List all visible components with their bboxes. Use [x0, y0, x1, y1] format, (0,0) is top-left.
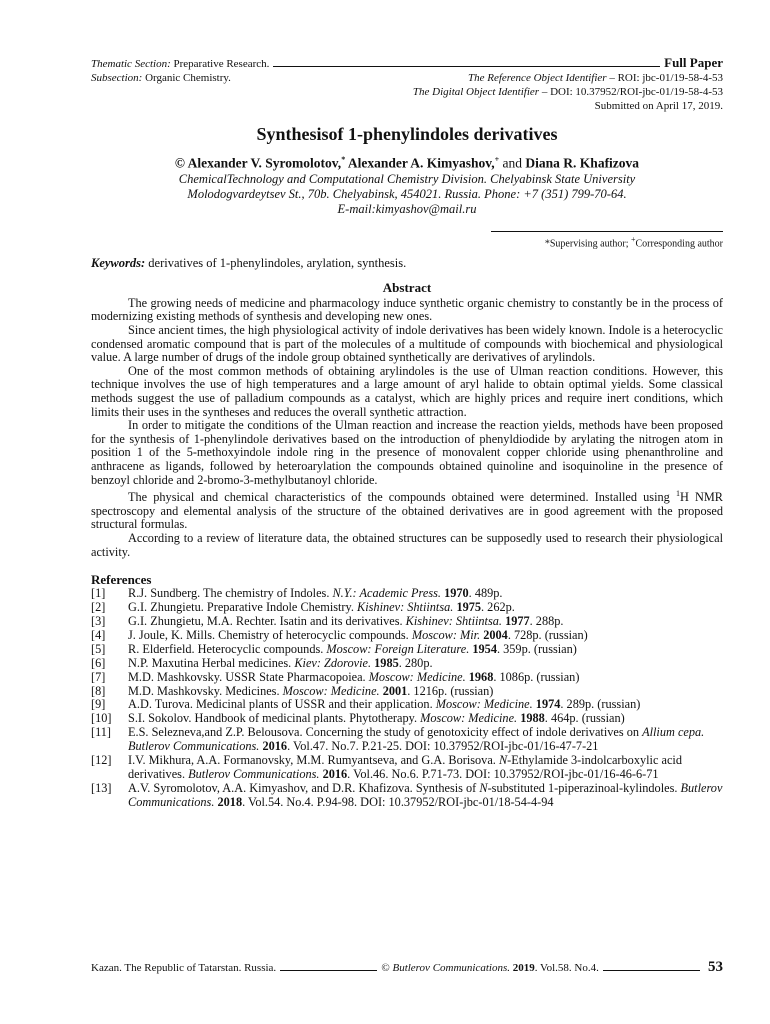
reference-authors: M.D. Mashkovsky. USSR State Pharmacopoiea.	[128, 669, 369, 684]
page-footer	[91, 960, 723, 975]
keywords-label: Keywords:	[91, 255, 146, 270]
author-list	[91, 152, 723, 172]
reference-item	[91, 643, 723, 657]
author-2: Alexander A. Kimyashov,	[347, 155, 495, 171]
p5-part-b: H NMR spectroscopy and elemental analysis of the structure of the obtained derivatives are in good agreement with the proposed structural formulas.	[91, 490, 723, 532]
subsection-value: Organic Chemistry.	[145, 72, 231, 84]
abstract-paragraph: According to a review of literature data, the obtained structures can be supposedly used to research their physiological activity.	[91, 531, 723, 559]
paper-type: Full Paper	[664, 55, 723, 70]
footnote-text-1: *Supervising author;	[544, 237, 631, 249]
reference-item	[91, 698, 723, 712]
reference-number: [11]	[91, 725, 112, 740]
reference-number: [7]	[91, 669, 106, 684]
thematic-value: Preparative Research.	[173, 58, 270, 70]
footer-journal-name: Butlerov Communications.	[392, 962, 510, 974]
reference-source: Kishinev: Shtiintsa.	[405, 614, 502, 629]
thematic-label: Thematic Section:	[91, 58, 171, 70]
p5-part-a: The physical and chemical characteristics of the compounds obtained were determined. Installed using	[128, 490, 670, 505]
reference-source: Moscow: Foreign Literature.	[326, 641, 470, 656]
reference-year: 1985	[374, 655, 399, 670]
reference-details: . 288p.	[529, 614, 564, 629]
reference-source: Moscow: Medicine.	[435, 697, 533, 712]
reference-item	[91, 754, 723, 782]
reference-details: . 464p. (russian)	[544, 711, 625, 726]
reference-text	[128, 615, 723, 629]
reference-authors: N.P. Maxutina Herbal medicines.	[128, 655, 295, 670]
reference-authors: G.I. Zhungietu, M.A. Rechter. Isatin and its derivatives.	[128, 614, 406, 629]
roi-label: The Reference Object Identifier	[468, 72, 607, 84]
references-heading: References	[91, 572, 152, 588]
reference-text	[128, 657, 723, 671]
reference-authors: M.D. Mashkovsky. Medicines.	[128, 683, 283, 698]
author-footnote	[91, 234, 723, 250]
reference-details: . 359p. (russian)	[496, 641, 577, 656]
reference-text	[128, 726, 723, 754]
reference-year: 1954	[472, 641, 497, 656]
footer-copyright: ©	[381, 962, 393, 974]
abstract-paragraph: One of the most common methods of obtaining arylindoles is the use of Ulman reaction conditions. However, this technique involves the use of high temperatures and a large amount of aryl halide to obtain optimal yields. Some classical methods suggest the use of palladium compounds as a catalyst, which are highly prices and require inert conditions, which limits their uses in the syntheses and reduces the overall synthetic attraction.	[91, 363, 723, 419]
abstract-paragraph: Since ancient times, the high physiological activity of indole derivatives has been widely known. Indole is a heterocyclic condensed aromatic compound that is part of the molecules of a multitude of compounds with biochemical and physiological value. A large number of drugs of the indole group obtained synthetically are derivatives of arylindols.	[91, 323, 723, 365]
abstract-paragraph: In order to mitigate the conditions of the Ulman reaction and increase the reaction yields, methods have been proposed for the synthesis of 1-phenylindole derivatives based on the introduction of phenyldiodide by arylating the nitrogen atom in position 1 of the 5-methoxyindole indole ring in the presence of monovalent copper chloride using phenanthroline and anthracene as ligands, followed by heteroarylation the compounds obtained quinoline and isoquinoline in the presence of benzoyl chloride and 2-bromo-3-methylbutanoyl chloride.	[91, 418, 723, 487]
reference-source: Moscow: Mir.	[411, 627, 481, 642]
keywords-value: derivatives of 1-phenylindoles, arylation, synthesis.	[148, 255, 407, 270]
reference-number: [3]	[91, 614, 106, 629]
reference-year: 1968	[468, 669, 494, 684]
reference-text	[128, 643, 723, 657]
abstract-paragraph	[91, 487, 723, 532]
reference-item	[91, 782, 723, 810]
reference-details: . Vol.54. No.4. P.94-98. DOI: 10.37952/ROI-jbc-01/18-54-4-94	[242, 794, 554, 809]
reference-year: 1977	[505, 614, 530, 629]
reference-list	[91, 587, 723, 810]
reference-authors: E.S. Selezneva,and Z.P. Belousova. Concerning the study of genotoxicity effect of indole derivatives on	[128, 725, 643, 740]
reference-source: N.Y.: Academic Press.	[332, 586, 441, 601]
author-1: Alexander V. Syromolotov,	[187, 155, 342, 171]
reference-item	[91, 685, 723, 699]
submitted-date: Submitted on April 17, 2019.	[594, 100, 723, 112]
reference-details: . Vol.47. No.7. P.21-25. DOI: 10.37952/ROI-jbc-01/16-47-7-21	[287, 739, 599, 754]
reference-authors: R. Elderfield. Heterocyclic compounds.	[128, 641, 327, 656]
reference-number: [10]	[91, 711, 112, 726]
paper-page	[91, 56, 723, 810]
reference-item	[91, 587, 723, 601]
reference-source: Moscow: Medicine.	[420, 711, 518, 726]
reference-item	[91, 712, 723, 726]
reference-year: 2018	[217, 794, 243, 809]
copyright-sign: ©	[174, 155, 186, 171]
reference-authors: A.V. Syromolotov, A.A. Kimyashov, and D.R. Khafizova. Synthesis of	[128, 780, 480, 795]
footnote-rule	[491, 231, 723, 232]
reference-year: 1988	[520, 711, 545, 726]
reference-text	[128, 685, 723, 699]
footnote-text-2: Corresponding author	[635, 237, 723, 249]
reference-journal: Butlerov Communications.	[128, 780, 723, 809]
reference-text	[128, 782, 723, 810]
reference-year: 1975	[456, 600, 482, 615]
nmr-superscript: 1	[675, 489, 680, 499]
author-conjunction: and	[502, 155, 523, 171]
footer-rule-left	[280, 970, 377, 971]
subsection-label: Subsection:	[91, 72, 143, 84]
reference-number: [2]	[91, 600, 106, 615]
reference-source: N	[498, 753, 508, 768]
reference-details: . 1216p. (russian)	[407, 683, 494, 698]
reference-item	[91, 601, 723, 615]
reference-item	[91, 671, 723, 685]
reference-text	[128, 671, 723, 685]
reference-authors: G.I. Zhungietu. Preparative Indole Chemistry.	[128, 600, 358, 615]
reference-details: . 728p. (russian)	[507, 627, 588, 642]
reference-text	[128, 712, 723, 726]
reference-text	[128, 629, 723, 643]
keywords	[91, 256, 723, 271]
reference-year: 1970	[444, 586, 469, 601]
abstract-heading: Abstract	[382, 279, 432, 295]
reference-number: [9]	[91, 697, 106, 712]
reference-authors: S.I. Sokolov. Handbook of medicinal plants. Phytotherapy.	[128, 711, 421, 726]
reference-year: 1974	[535, 697, 561, 712]
reference-details: . 262p.	[481, 600, 515, 615]
reference-details: . 280p.	[398, 655, 433, 670]
footer-journal	[381, 961, 598, 975]
reference-title-cont: -substituted 1-piperazinoal-kylindoles.	[487, 780, 681, 795]
reference-source: Kiev: Zdorovie.	[294, 655, 372, 670]
affiliation-line-2: Molodogvardeytsev St., 70b. Chelyabinsk, 454021. Russia. Phone: +7 (351) 799-70-64.	[187, 186, 627, 201]
reference-year: 2016	[322, 766, 348, 781]
reference-source: Moscow: Medicine.	[368, 669, 466, 684]
running-header	[91, 56, 723, 113]
reference-details: . 1086p. (russian)	[493, 669, 580, 684]
doi-label: The Digital Object Identifier	[412, 86, 540, 98]
reference-text	[128, 698, 723, 712]
reference-source: Moscow: Medicine.	[282, 683, 380, 698]
reference-title-cont: -Ethylamide 3-indolcarboxylic acid derivatives.	[128, 753, 682, 781]
reference-authors: J. Joule, K. Mills. Chemistry of heterocyclic compounds.	[128, 627, 412, 642]
reference-details: . Vol.46. No.6. P.71-73. DOI: 10.37952/ROI-jbc-01/16-46-6-71	[347, 766, 659, 781]
reference-number: [4]	[91, 627, 106, 642]
reference-journal: Butlerov Communications.	[188, 766, 320, 781]
reference-item	[91, 615, 723, 629]
reference-number: [8]	[91, 683, 106, 698]
footnote-mark: +	[630, 234, 636, 244]
reference-details: . 489p.	[468, 586, 503, 601]
paper-title: Synthesisof 1-phenylindoles derivatives	[256, 124, 558, 144]
reference-authors: I.V. Mikhura, A.A. Formanovsky, M.M. Rumyantseva, and G.A. Borisova.	[128, 753, 499, 768]
footer-year: 2019	[512, 962, 535, 974]
footer-rule-right	[603, 970, 700, 971]
reference-year: 2001	[382, 683, 408, 698]
reference-item	[91, 657, 723, 671]
reference-number: [13]	[91, 780, 112, 795]
doi-value: – DOI: 10.37952/ROI-jbc-01/19-58-4-53	[541, 86, 723, 98]
roi-value: – ROI: jbc-01/19-58-4-53	[609, 72, 723, 84]
reference-source: Allium cepa. Butlerov Communications.	[128, 725, 705, 754]
author-2-mark: +	[494, 155, 500, 164]
abstract-body	[91, 297, 723, 559]
reference-item	[91, 629, 723, 643]
contact-email[interactable]: E-mail:kimyashov@mail.ru	[337, 201, 477, 216]
reference-details: . 289p. (russian)	[560, 697, 641, 712]
header-rule	[273, 66, 660, 67]
reference-authors: R.J. Sundberg. The chemistry of Indoles.	[128, 586, 333, 601]
reference-item	[91, 726, 723, 754]
footer-location: Kazan. The Republic of Tatarstan. Russia.	[91, 962, 277, 974]
reference-text	[128, 601, 723, 615]
reference-number: [12]	[91, 753, 112, 768]
reference-number: [6]	[91, 655, 106, 670]
reference-text	[128, 754, 723, 782]
reference-text	[128, 587, 723, 601]
reference-number: [5]	[91, 641, 106, 656]
affiliation-line-1: ChemicalTechnology and Computational Chemistry Division. Chelyabinsk State University	[178, 171, 636, 186]
reference-year: 2004	[483, 627, 508, 642]
footer-volume: . Vol.58. No.4.	[534, 962, 599, 974]
author-1-mark: *	[341, 155, 346, 164]
affiliation	[91, 172, 723, 217]
reference-source: N	[479, 780, 488, 795]
reference-number: [1]	[91, 586, 106, 601]
reference-year: 2016	[262, 739, 288, 754]
page-number: 53	[708, 959, 724, 975]
reference-authors: A.D. Turova. Medicinal plants of USSR and their application.	[128, 697, 436, 712]
reference-source: Kishinev: Shtiintsa.	[357, 600, 454, 615]
abstract-paragraph: The growing needs of medicine and pharmacology induce synthetic organic chemistry to constantly be in the process of modernizing existing methods of synthesis and developing new ones.	[91, 295, 723, 324]
author-3: Diana R. Khafizova	[525, 155, 640, 171]
